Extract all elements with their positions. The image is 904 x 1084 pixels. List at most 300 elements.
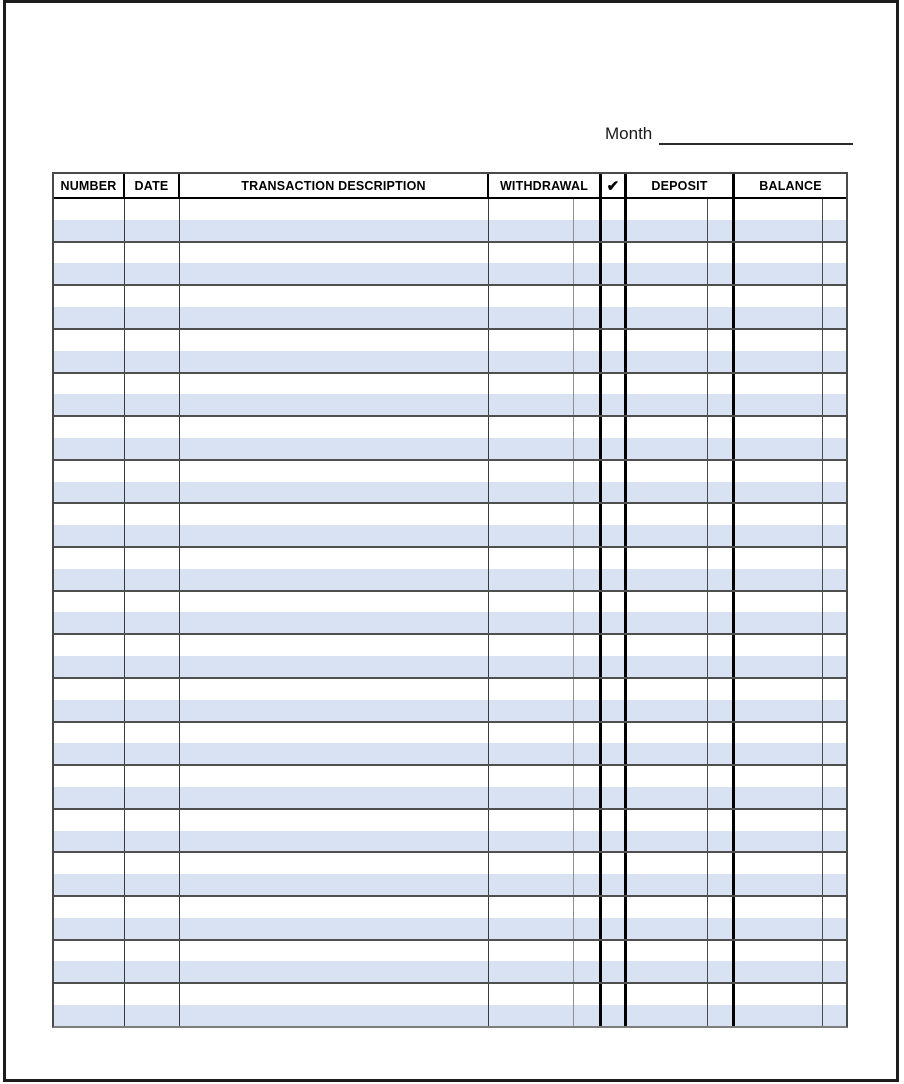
check-cell	[602, 330, 627, 351]
entry-row-bottom-shaded	[54, 1005, 846, 1026]
entry-row-bottom-shaded	[54, 569, 846, 590]
deposit-amount-cell	[627, 984, 708, 1005]
entry-row-pair	[54, 810, 846, 854]
description-cell	[180, 569, 489, 590]
check-cell	[602, 548, 627, 569]
number-cell	[54, 723, 125, 744]
number-cell	[54, 263, 125, 284]
entry-row-pair	[54, 461, 846, 505]
date-cell	[125, 461, 180, 482]
withdrawal-amount-cell	[489, 286, 574, 307]
deposit-amount-cell	[627, 504, 708, 525]
withdrawal-amount-cell	[489, 810, 574, 831]
balance-cents-cell	[823, 374, 846, 395]
balance-amount-cell	[735, 330, 823, 351]
number-cell	[54, 307, 125, 328]
balance-cents-cell	[823, 548, 846, 569]
balance-cents-cell	[823, 700, 846, 721]
check-cell	[602, 286, 627, 307]
deposit-amount-cell	[627, 766, 708, 787]
balance-amount-cell	[735, 831, 823, 852]
withdrawal-amount-cell	[489, 482, 574, 503]
description-cell	[180, 243, 489, 264]
check-cell	[602, 984, 627, 1005]
balance-cents-cell	[823, 743, 846, 764]
number-cell	[54, 394, 125, 415]
check-cell	[602, 941, 627, 962]
date-cell	[125, 984, 180, 1005]
deposit-amount-cell	[627, 417, 708, 438]
description-cell	[180, 831, 489, 852]
description-cell	[180, 330, 489, 351]
description-cell	[180, 307, 489, 328]
balance-cents-cell	[823, 525, 846, 546]
entry-row-top	[54, 330, 846, 351]
deposit-cents-cell	[708, 394, 735, 415]
balance-amount-cell	[735, 374, 823, 395]
balance-cents-cell	[823, 874, 846, 895]
entry-row-top	[54, 199, 846, 220]
check-cell	[602, 897, 627, 918]
description-cell	[180, 984, 489, 1005]
withdrawal-cents-cell	[574, 199, 602, 220]
number-cell	[54, 286, 125, 307]
balance-amount-cell	[735, 351, 823, 372]
deposit-amount-cell	[627, 874, 708, 895]
check-cell	[602, 918, 627, 939]
deposit-amount-cell	[627, 220, 708, 241]
balance-cents-cell	[823, 351, 846, 372]
description-cell	[180, 417, 489, 438]
withdrawal-cents-cell	[574, 504, 602, 525]
deposit-amount-cell	[627, 1005, 708, 1026]
deposit-cents-cell	[708, 263, 735, 284]
entry-row-pair	[54, 504, 846, 548]
withdrawal-cents-cell	[574, 700, 602, 721]
date-cell	[125, 612, 180, 633]
withdrawal-amount-cell	[489, 263, 574, 284]
balance-cents-cell	[823, 984, 846, 1005]
entry-row-pair	[54, 374, 846, 418]
balance-amount-cell	[735, 984, 823, 1005]
description-cell	[180, 853, 489, 874]
balance-amount-cell	[735, 438, 823, 459]
balance-amount-cell	[735, 679, 823, 700]
balance-cents-cell	[823, 263, 846, 284]
withdrawal-amount-cell	[489, 984, 574, 1005]
check-cell	[602, 438, 627, 459]
date-cell	[125, 766, 180, 787]
withdrawal-amount-cell	[489, 787, 574, 808]
deposit-cents-cell	[708, 897, 735, 918]
description-cell	[180, 592, 489, 613]
balance-amount-cell	[735, 286, 823, 307]
date-cell	[125, 548, 180, 569]
withdrawal-cents-cell	[574, 743, 602, 764]
entry-row-top	[54, 897, 846, 918]
entry-row-top	[54, 286, 846, 307]
withdrawal-amount-cell	[489, 1005, 574, 1026]
number-cell	[54, 612, 125, 633]
description-cell	[180, 199, 489, 220]
balance-amount-cell	[735, 612, 823, 633]
withdrawal-amount-cell	[489, 766, 574, 787]
entry-row-bottom-shaded	[54, 700, 846, 721]
withdrawal-amount-cell	[489, 679, 574, 700]
deposit-amount-cell	[627, 438, 708, 459]
entry-row-top	[54, 635, 846, 656]
entry-row-bottom-shaded	[54, 831, 846, 852]
description-cell	[180, 504, 489, 525]
withdrawal-cents-cell	[574, 394, 602, 415]
deposit-amount-cell	[627, 569, 708, 590]
balance-amount-cell	[735, 853, 823, 874]
date-cell	[125, 679, 180, 700]
check-cell	[602, 263, 627, 284]
balance-amount-cell	[735, 810, 823, 831]
check-cell	[602, 592, 627, 613]
deposit-cents-cell	[708, 220, 735, 241]
withdrawal-amount-cell	[489, 307, 574, 328]
number-cell	[54, 1005, 125, 1026]
deposit-amount-cell	[627, 961, 708, 982]
month-fill-in-line	[659, 123, 853, 145]
number-cell	[54, 897, 125, 918]
balance-cents-cell	[823, 482, 846, 503]
col-header-checkmark-icon: ✔	[602, 174, 627, 197]
check-register-table	[52, 172, 848, 1028]
balance-amount-cell	[735, 941, 823, 962]
description-cell	[180, 787, 489, 808]
entry-row-pair	[54, 723, 846, 767]
description-cell	[180, 723, 489, 744]
balance-cents-cell	[823, 941, 846, 962]
balance-amount-cell	[735, 548, 823, 569]
entry-row-bottom-shaded	[54, 918, 846, 939]
number-cell	[54, 874, 125, 895]
col-header-deposit: DEPOSIT	[627, 174, 735, 197]
entry-row-bottom-shaded	[54, 656, 846, 677]
date-cell	[125, 374, 180, 395]
balance-amount-cell	[735, 874, 823, 895]
entry-row-top	[54, 592, 846, 613]
withdrawal-cents-cell	[574, 874, 602, 895]
deposit-cents-cell	[708, 351, 735, 372]
deposit-cents-cell	[708, 525, 735, 546]
withdrawal-cents-cell	[574, 525, 602, 546]
description-cell	[180, 766, 489, 787]
deposit-amount-cell	[627, 525, 708, 546]
withdrawal-cents-cell	[574, 438, 602, 459]
deposit-cents-cell	[708, 569, 735, 590]
deposit-amount-cell	[627, 286, 708, 307]
description-cell	[180, 897, 489, 918]
withdrawal-cents-cell	[574, 263, 602, 284]
deposit-amount-cell	[627, 592, 708, 613]
date-cell	[125, 1005, 180, 1026]
withdrawal-amount-cell	[489, 961, 574, 982]
entry-row-top	[54, 374, 846, 395]
balance-amount-cell	[735, 243, 823, 264]
number-cell	[54, 831, 125, 852]
withdrawal-cents-cell	[574, 482, 602, 503]
check-cell	[602, 525, 627, 546]
withdrawal-cents-cell	[574, 810, 602, 831]
deposit-cents-cell	[708, 831, 735, 852]
date-cell	[125, 897, 180, 918]
description-cell	[180, 700, 489, 721]
deposit-cents-cell	[708, 961, 735, 982]
date-cell	[125, 874, 180, 895]
withdrawal-amount-cell	[489, 700, 574, 721]
balance-amount-cell	[735, 961, 823, 982]
date-cell	[125, 831, 180, 852]
balance-amount-cell	[735, 787, 823, 808]
deposit-amount-cell	[627, 351, 708, 372]
deposit-amount-cell	[627, 243, 708, 264]
balance-amount-cell	[735, 199, 823, 220]
date-cell	[125, 504, 180, 525]
check-cell	[602, 874, 627, 895]
withdrawal-cents-cell	[574, 984, 602, 1005]
date-cell	[125, 635, 180, 656]
balance-amount-cell	[735, 1005, 823, 1026]
deposit-amount-cell	[627, 897, 708, 918]
description-cell	[180, 635, 489, 656]
withdrawal-cents-cell	[574, 220, 602, 241]
number-cell	[54, 569, 125, 590]
withdrawal-amount-cell	[489, 461, 574, 482]
check-cell	[602, 482, 627, 503]
withdrawal-cents-cell	[574, 787, 602, 808]
withdrawal-amount-cell	[489, 874, 574, 895]
entry-row-bottom-shaded	[54, 307, 846, 328]
date-cell	[125, 700, 180, 721]
entry-row-bottom-shaded	[54, 351, 846, 372]
check-cell	[602, 853, 627, 874]
check-cell	[602, 417, 627, 438]
number-cell	[54, 853, 125, 874]
deposit-cents-cell	[708, 592, 735, 613]
withdrawal-cents-cell	[574, 330, 602, 351]
check-cell	[602, 766, 627, 787]
deposit-cents-cell	[708, 656, 735, 677]
deposit-cents-cell	[708, 438, 735, 459]
withdrawal-amount-cell	[489, 656, 574, 677]
balance-amount-cell	[735, 918, 823, 939]
number-cell	[54, 548, 125, 569]
balance-cents-cell	[823, 961, 846, 982]
date-cell	[125, 525, 180, 546]
description-cell	[180, 1005, 489, 1026]
date-cell	[125, 263, 180, 284]
withdrawal-amount-cell	[489, 918, 574, 939]
balance-cents-cell	[823, 679, 846, 700]
deposit-cents-cell	[708, 700, 735, 721]
withdrawal-cents-cell	[574, 417, 602, 438]
date-cell	[125, 569, 180, 590]
entry-row-pair	[54, 286, 846, 330]
check-cell	[602, 504, 627, 525]
entry-row-top	[54, 810, 846, 831]
withdrawal-cents-cell	[574, 374, 602, 395]
check-cell	[602, 700, 627, 721]
number-cell	[54, 220, 125, 241]
description-cell	[180, 941, 489, 962]
deposit-amount-cell	[627, 548, 708, 569]
deposit-cents-cell	[708, 743, 735, 764]
deposit-amount-cell	[627, 743, 708, 764]
balance-amount-cell	[735, 482, 823, 503]
check-cell	[602, 220, 627, 241]
col-header-date: DATE	[125, 174, 180, 197]
entry-row-bottom-shaded	[54, 438, 846, 459]
check-cell	[602, 961, 627, 982]
check-cell	[602, 679, 627, 700]
date-cell	[125, 723, 180, 744]
entry-row-pair	[54, 548, 846, 592]
withdrawal-amount-cell	[489, 525, 574, 546]
deposit-cents-cell	[708, 984, 735, 1005]
entry-row-pair	[54, 330, 846, 374]
date-cell	[125, 592, 180, 613]
withdrawal-amount-cell	[489, 243, 574, 264]
withdrawal-amount-cell	[489, 374, 574, 395]
number-cell	[54, 679, 125, 700]
balance-cents-cell	[823, 592, 846, 613]
deposit-cents-cell	[708, 723, 735, 744]
date-cell	[125, 351, 180, 372]
entry-row-pair	[54, 766, 846, 810]
balance-cents-cell	[823, 612, 846, 633]
description-cell	[180, 810, 489, 831]
balance-amount-cell	[735, 635, 823, 656]
deposit-cents-cell	[708, 679, 735, 700]
date-cell	[125, 220, 180, 241]
deposit-cents-cell	[708, 1005, 735, 1026]
description-cell	[180, 461, 489, 482]
date-cell	[125, 307, 180, 328]
entry-row-top	[54, 941, 846, 962]
entry-row-pair	[54, 941, 846, 985]
deposit-cents-cell	[708, 307, 735, 328]
entry-row-bottom-shaded	[54, 612, 846, 633]
entry-row-top	[54, 243, 846, 264]
withdrawal-cents-cell	[574, 635, 602, 656]
entry-row-pair	[54, 984, 846, 1026]
number-cell	[54, 810, 125, 831]
withdrawal-cents-cell	[574, 592, 602, 613]
deposit-cents-cell	[708, 766, 735, 787]
deposit-amount-cell	[627, 810, 708, 831]
deposit-cents-cell	[708, 374, 735, 395]
number-cell	[54, 918, 125, 939]
balance-amount-cell	[735, 417, 823, 438]
withdrawal-amount-cell	[489, 853, 574, 874]
balance-cents-cell	[823, 220, 846, 241]
check-cell	[602, 374, 627, 395]
withdrawal-amount-cell	[489, 569, 574, 590]
deposit-cents-cell	[708, 810, 735, 831]
check-cell	[602, 394, 627, 415]
withdrawal-cents-cell	[574, 723, 602, 744]
withdrawal-cents-cell	[574, 941, 602, 962]
deposit-amount-cell	[627, 656, 708, 677]
col-header-transaction-description: TRANSACTION DESCRIPTION	[180, 174, 489, 197]
balance-cents-cell	[823, 897, 846, 918]
description-cell	[180, 351, 489, 372]
description-cell	[180, 263, 489, 284]
number-cell	[54, 941, 125, 962]
entry-row-pair	[54, 243, 846, 287]
date-cell	[125, 656, 180, 677]
balance-cents-cell	[823, 199, 846, 220]
entry-row-pair	[54, 417, 846, 461]
withdrawal-amount-cell	[489, 831, 574, 852]
number-cell	[54, 743, 125, 764]
entry-row-bottom-shaded	[54, 482, 846, 503]
withdrawal-amount-cell	[489, 592, 574, 613]
description-cell	[180, 743, 489, 764]
check-cell	[602, 1005, 627, 1026]
number-cell	[54, 787, 125, 808]
description-cell	[180, 220, 489, 241]
entry-row-pair	[54, 679, 846, 723]
date-cell	[125, 438, 180, 459]
date-cell	[125, 853, 180, 874]
description-cell	[180, 679, 489, 700]
deposit-amount-cell	[627, 394, 708, 415]
number-cell	[54, 961, 125, 982]
number-cell	[54, 461, 125, 482]
entry-row-top	[54, 461, 846, 482]
check-cell	[602, 635, 627, 656]
register-header-row	[54, 174, 846, 199]
check-cell	[602, 723, 627, 744]
entry-row-bottom-shaded	[54, 874, 846, 895]
withdrawal-cents-cell	[574, 831, 602, 852]
deposit-cents-cell	[708, 330, 735, 351]
date-cell	[125, 961, 180, 982]
description-cell	[180, 918, 489, 939]
withdrawal-amount-cell	[489, 220, 574, 241]
deposit-cents-cell	[708, 286, 735, 307]
deposit-amount-cell	[627, 307, 708, 328]
deposit-cents-cell	[708, 918, 735, 939]
deposit-amount-cell	[627, 941, 708, 962]
deposit-cents-cell	[708, 461, 735, 482]
balance-cents-cell	[823, 831, 846, 852]
date-cell	[125, 243, 180, 264]
balance-cents-cell	[823, 307, 846, 328]
deposit-cents-cell	[708, 853, 735, 874]
check-cell	[602, 810, 627, 831]
balance-amount-cell	[735, 723, 823, 744]
entry-row-bottom-shaded	[54, 220, 846, 241]
deposit-cents-cell	[708, 199, 735, 220]
withdrawal-cents-cell	[574, 766, 602, 787]
balance-amount-cell	[735, 307, 823, 328]
number-cell	[54, 243, 125, 264]
col-header-balance: BALANCE	[759, 178, 822, 193]
deposit-amount-cell	[627, 374, 708, 395]
number-cell	[54, 984, 125, 1005]
entry-row-bottom-shaded	[54, 787, 846, 808]
date-cell	[125, 330, 180, 351]
withdrawal-amount-cell	[489, 351, 574, 372]
deposit-cents-cell	[708, 787, 735, 808]
date-cell	[125, 787, 180, 808]
